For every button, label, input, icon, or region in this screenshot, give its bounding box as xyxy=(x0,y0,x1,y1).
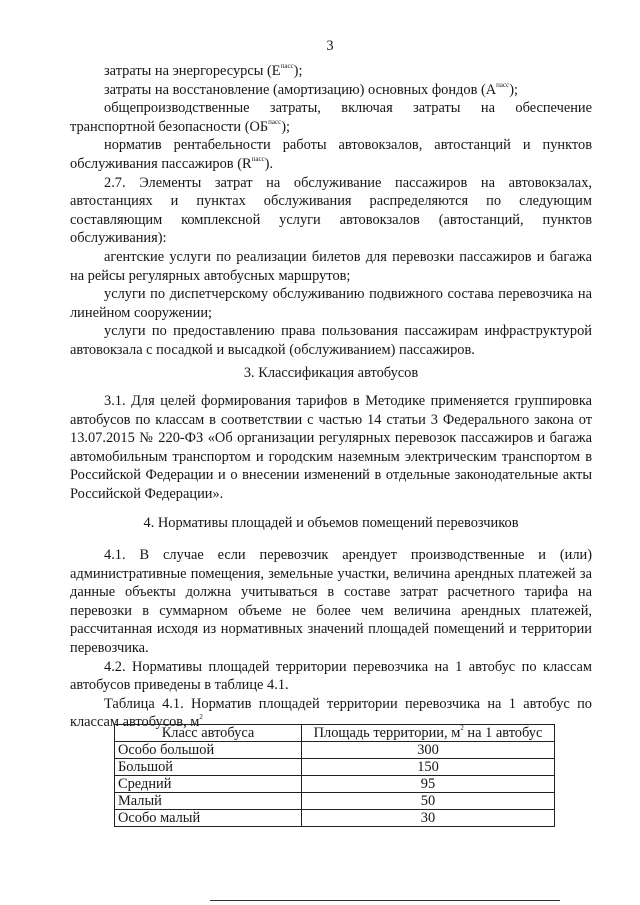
cell-area: 95 xyxy=(302,776,555,793)
section-4-body xyxy=(70,546,592,732)
section-4-title: 4. Нормативы площадей и объемов помещений перевозчиков xyxy=(143,515,519,531)
table-row xyxy=(115,810,555,827)
bus-class-area-table xyxy=(114,724,555,827)
paragraph-3-1: 3.1. Для целей формирования тарифов в Методике применяется группировка автобусов по классам в соответствии с частью 14 статьи 3 Федерального закона от 13.07.2015 № 220-ФЗ «Об организации регулярных перевозок пассажиров и багажа автомобильным транспортом и городским наземным электрическим транспортом в Российской Федерации и о внесении изменений в отдельные законодательные акты Российской Федерации». xyxy=(70,393,592,502)
cell-bus-class: Средний xyxy=(115,776,302,793)
paragraph-depreciation-costs: затраты на восстановление (амортизацию) основных фондов $(A^{пасс})$; xyxy=(104,80,519,98)
section-3 xyxy=(70,364,592,383)
cell-bus-class: Особо малый xyxy=(115,810,302,827)
table-row xyxy=(115,759,555,776)
page-number: 3 xyxy=(326,38,334,54)
cost-items-list xyxy=(70,62,592,360)
cell-area: 30 xyxy=(302,810,555,827)
cell-area: 50 xyxy=(302,793,555,810)
section-4 xyxy=(70,514,592,533)
cell-area: 150 xyxy=(302,759,555,776)
table-row xyxy=(115,742,555,759)
paragraph-agent-services: агентские услуги по реализации билетов для перевозки пассажиров и багажа на рейсы регулярных автобусных маршрутов; xyxy=(70,248,592,284)
section-3-title: 3. Классификация автобусов xyxy=(243,365,419,381)
paragraph-energy-costs: затраты на энергоресурсы $(E^{пасс})$; xyxy=(104,62,303,79)
paragraph-4-1: 4.1. В случае если перевозчик арендует производственные и (или) административные помещения, земельные участки, величина арендных платежей за данные объекты должна учитываться в составе затрат расчетного тарифа на перевозки в суммарном объеме не более чем величина арендных платежей, рассчитанная исходя из нормативных значений площадей помещений и территории перевозчика. xyxy=(70,547,592,656)
header-area: Площадь территории, $м^2$ на 1 автобус xyxy=(302,725,555,742)
table-caption: Таблица 4.1. Норматив площадей территории перевозчика на 1 автобус по классам автобусов, $м^2$ xyxy=(70,695,592,731)
paragraph-2-7: 2.7. Элементы затрат на обслуживание пассажиров на автовокзалах, автостанциях и пунктах обслуживания распределяются по следующим составляющим комплексной услуги автовокзалов (автостанций, пунктов обслуживания): xyxy=(70,174,592,247)
table-row xyxy=(115,793,555,810)
table-row xyxy=(115,776,555,793)
paragraph-infrastructure-services: услуги по предоставлению права пользования пассажирам инфраструктурой автовокзала с посадкой и высадкой (обслуживанием) пассажиров. xyxy=(70,323,592,358)
cell-bus-class: Большой xyxy=(115,759,302,776)
table-header-row xyxy=(115,725,555,742)
bottom-rule xyxy=(210,900,560,901)
paragraph-profitability-norm: норматив рентабельности работы автовокзалов, автостанций и пунктов обслуживания пассажиров $(R^{пасс})$. xyxy=(70,137,592,172)
paragraph-dispatch-services: услуги по диспетчерскому обслуживанию подвижного состава перевозчика на линейном сооружении; xyxy=(70,286,592,321)
cell-bus-class: Особо большой xyxy=(115,742,302,759)
header-bus-class: Класс автобуса xyxy=(115,725,302,742)
cell-area: 300 xyxy=(302,742,555,759)
paragraph-general-costs: общепроизводственные затраты, включая затраты на обеспечение транспортной безопасности $(ОБ^{пасс})$; xyxy=(70,100,592,135)
section-3-body xyxy=(70,392,592,504)
cell-bus-class: Малый xyxy=(115,793,302,810)
paragraph-4-2: 4.2. Нормативы площадей территории перевозчика на 1 автобус по классам автобусов приведены в таблице 4.1. xyxy=(70,658,592,694)
